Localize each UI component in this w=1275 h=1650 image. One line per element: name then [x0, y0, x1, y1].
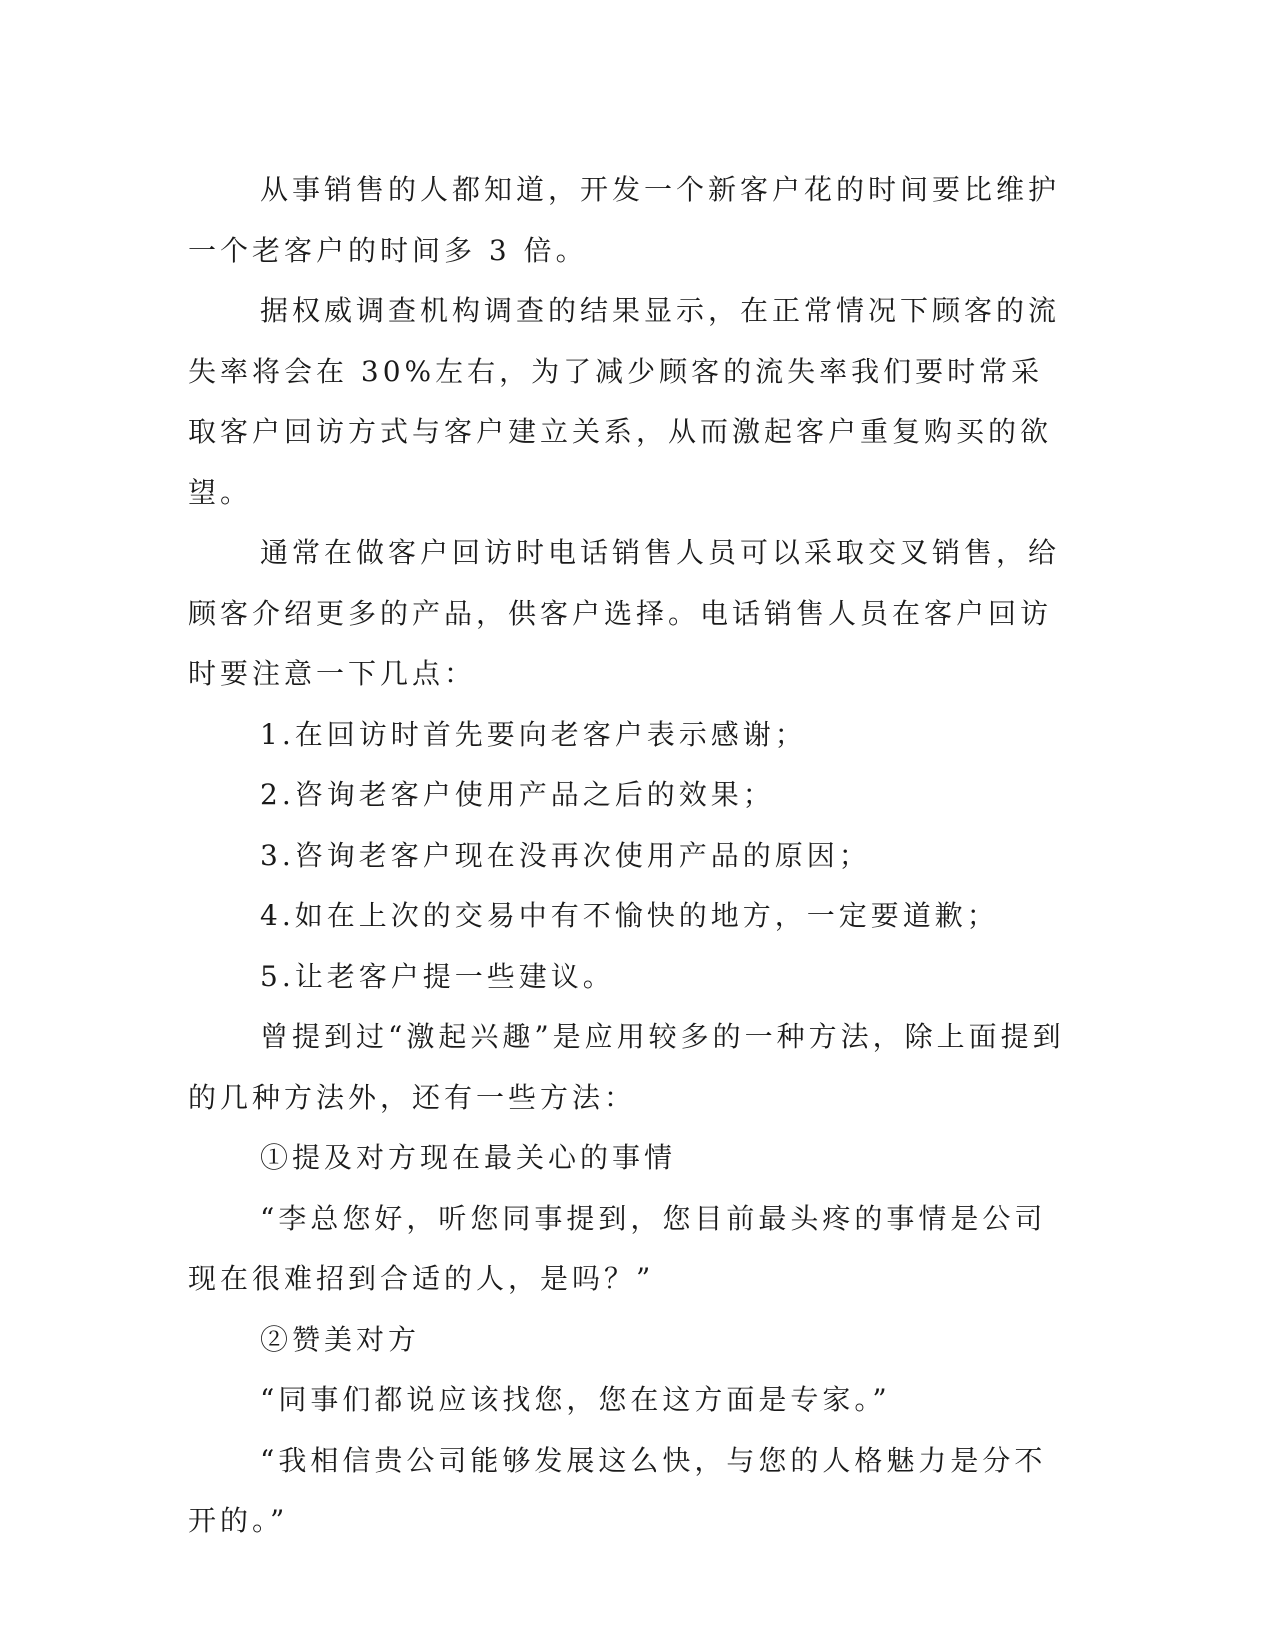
list-item-4: 4.如在上次的交易中有不愉快的地方，一定要道歉； — [260, 899, 999, 932]
paragraph-cross-selling: 通常在做客户回访时电话销售人员可以采取交叉销售，给顾客介绍更多的产品，供客户选择。电话销售人员在客户回访时要注意一下几点： — [188, 536, 1061, 690]
method-heading-2: ②赞美对方 — [260, 1322, 421, 1356]
quote-2: “同事们都说应该找您，您在这方面是专家。” — [260, 1383, 891, 1416]
method-heading-1: ①提及对方现在最关心的事情 — [260, 1141, 677, 1174]
paragraph-arouse-interest: 曾提到过“激起兴趣”是应用较多的一种方法，除上面提到的几种方法外，还有一些方法： — [188, 1020, 1065, 1114]
list-item-3: 3.咨询老客户现在没再次使用产品的原因； — [260, 838, 871, 872]
paragraph-intro: 从事销售的人都知道，开发一个新客户花的时间要比维护一个老客户的时间多 3 倍。 — [188, 173, 1061, 267]
list-item-5: 5.让老客户提一些建议。 — [260, 959, 615, 993]
list-item-2: 2.咨询老客户使用产品之后的效果； — [260, 778, 775, 811]
paragraph-churn-rate: 据权威调查机构调查的结果显示，在正常情况下顾客的流失率将会在 30%左右，为了减少顾客的流失率我们要时常采取客户回访方式与客户建立关系，从而激起客户重复购买的欲望。 — [188, 294, 1061, 509]
document-body — [188, 160, 1068, 1552]
quote-3: “我相信贵公司能够发展这么快，与您的人格魅力是分不开的。” — [188, 1443, 1047, 1537]
list-item-1: 1.在回访时首先要向老客户表示感谢； — [260, 717, 807, 751]
quote-1: “李总您好，听您同事提到，您目前最头疼的事情是公司现在很难招到合适的人，是吗？” — [188, 1201, 1047, 1295]
